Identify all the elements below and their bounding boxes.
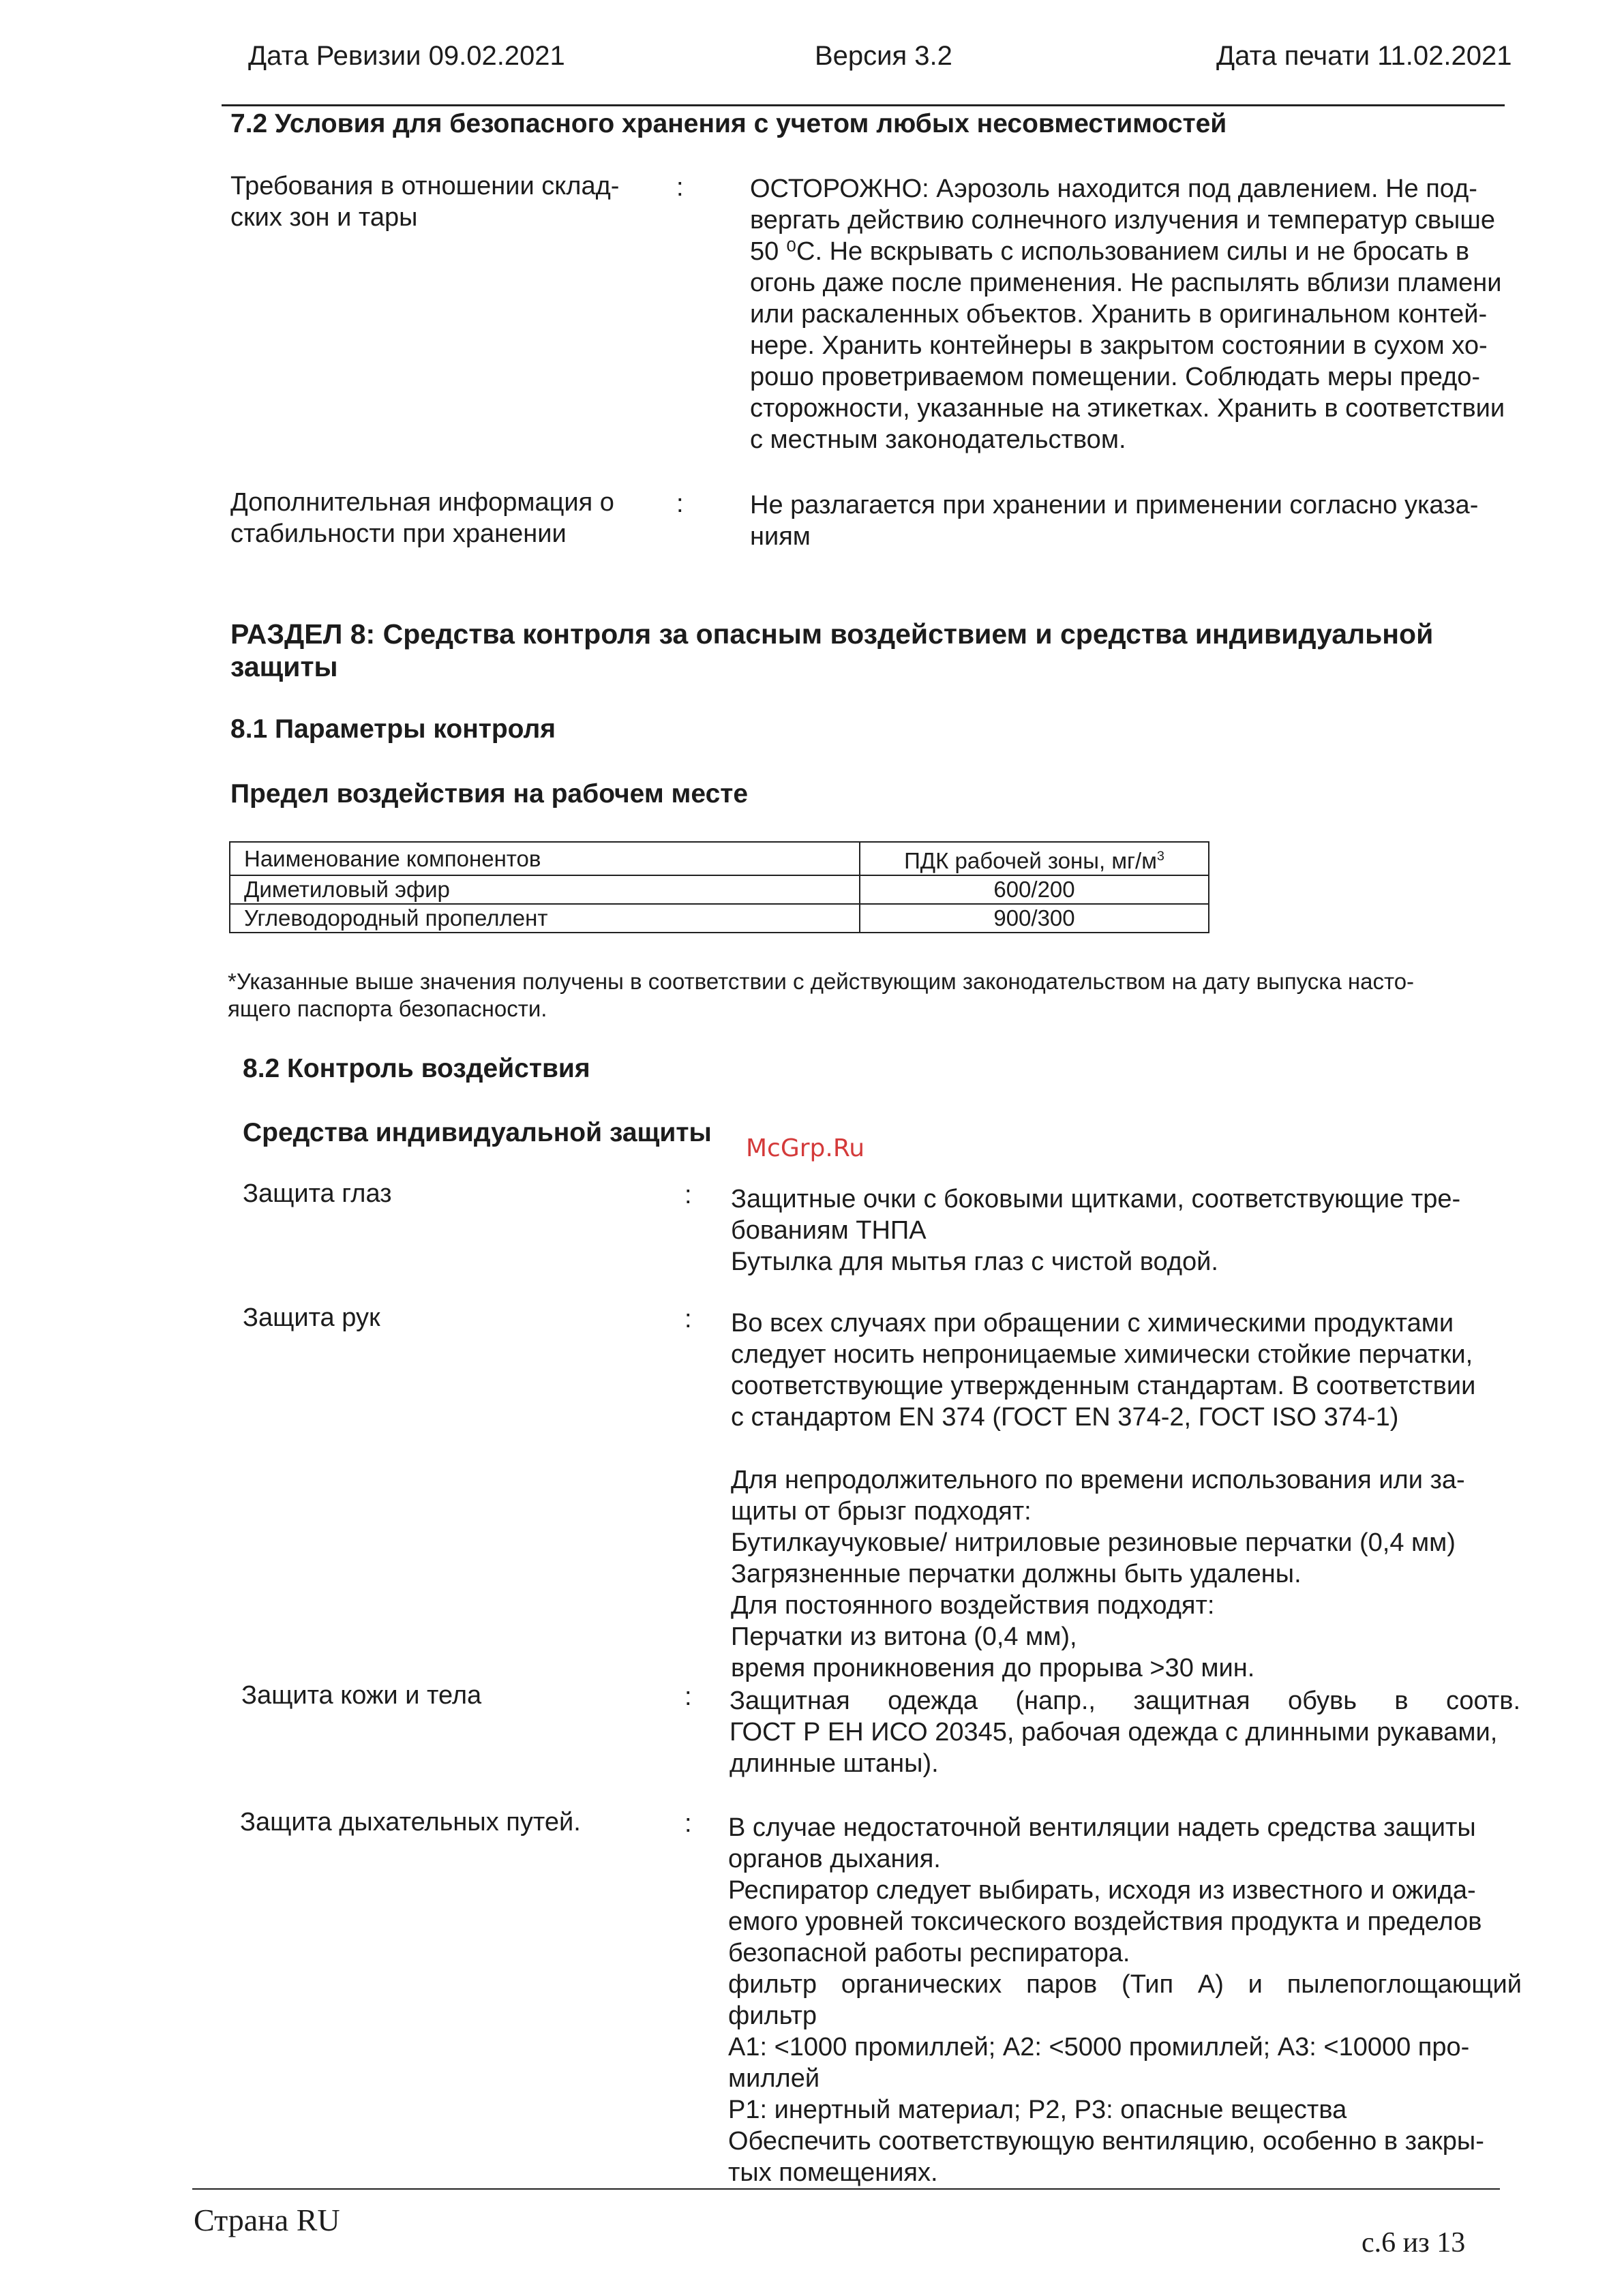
value-line: миллей <box>728 2064 820 2093</box>
footer-country: Страна RU <box>194 2203 340 2237</box>
value-line: Защитная одежда (напр., защитная обувь в соотв. <box>730 1687 1520 1715</box>
value-line: следует носить непроницаемые химически стойкие перчатки, <box>731 1340 1473 1369</box>
title-line: РАЗДЕЛ 8: Средства контроля за опасным воздействием и средства индивидуальной <box>230 618 1434 650</box>
value-line: бованиям ТНПА <box>731 1216 927 1245</box>
table-header-cell <box>860 842 1209 875</box>
value-line: ОСТОРОЖНО: Аэрозоль находится под давлением. Не под- <box>750 175 1477 203</box>
value-line: Перчатки из витона (0,4 мм), <box>731 1622 1077 1651</box>
value-line: соответствующие утвержденным стандартам. В соответствии <box>731 1372 1476 1400</box>
section-8-title <box>230 618 1433 683</box>
colon: : <box>685 1809 692 1838</box>
header-superscript: 3 <box>1156 849 1164 864</box>
footer-page-number: с.6 из 13 <box>1362 2227 1466 2259</box>
header-rule <box>222 104 1505 106</box>
value-line: Во всех случаях при обращении с химическими продуктами <box>731 1309 1454 1338</box>
storage-requirements-label <box>230 170 619 233</box>
table-header-row <box>230 842 1209 875</box>
label-line: ских зон и тары <box>230 203 418 232</box>
value-line: ГОСТ Р ЕН ИСО 20345, рабочая одежда с длинными рукавами, <box>730 1718 1498 1747</box>
footer-rule <box>192 2188 1500 2190</box>
label-line: стабильности при хранении <box>230 519 567 548</box>
eye-protection-value <box>731 1183 1519 1278</box>
table-cell: Диметиловый эфир <box>230 875 860 904</box>
colon: : <box>685 1682 692 1711</box>
label-line: Дополнительная информация о <box>230 488 614 517</box>
hand-protection-value-2 <box>731 1464 1522 1684</box>
value-line: фильтр органических паров (Тип А) и пылепоглощающий <box>728 1970 1522 1999</box>
value-line: Для постоянного воздействия подходят: <box>731 1591 1215 1620</box>
section-8-1-title: 8.1 Параметры контроля <box>230 714 556 744</box>
version: Версия 3.2 <box>815 41 952 71</box>
stability-info-label <box>230 487 614 549</box>
value-line: Загрязненные перчатки должны быть удалены. <box>731 1560 1302 1588</box>
value-line: фильтр <box>728 2002 817 2030</box>
section-7-2-title: 7.2 Условия для безопасного хранения с учетом любых несовместимостей <box>230 109 1227 138</box>
value-line: рошо проветриваемом помещении. Соблюдать меры предо- <box>750 363 1481 391</box>
stability-info-value <box>750 489 1533 552</box>
value-line: нере. Хранить контейнеры в закрытом состоянии в сухом хо- <box>750 331 1488 360</box>
storage-requirements-value <box>750 173 1533 455</box>
value-line: длинные штаны). <box>730 1749 939 1778</box>
value-line: Р1: инертный материал; Р2, Р3: опасные вещества <box>728 2096 1347 2124</box>
value-line: Респиратор следует выбирать, исходя из известного и ожида- <box>728 1876 1476 1905</box>
skin-protection-label: Защита кожи и тела <box>241 1681 482 1710</box>
table-row <box>230 875 1209 904</box>
watermark: McGrp.Ru <box>746 1134 865 1162</box>
label-line: Требования в отношении склад- <box>230 172 620 200</box>
value-line: органов дыхания. <box>728 1845 941 1873</box>
value-line: вергать действию солнечного излучения и температур свыше <box>750 206 1495 235</box>
table-cell: 900/300 <box>860 904 1209 933</box>
value-line: В случае недостаточной вентиляции надеть средства защиты <box>728 1813 1476 1842</box>
ppe-heading: Средства индивидуальной защиты <box>243 1118 712 1147</box>
legislation-note <box>228 968 1523 1023</box>
value-line: время проникновения до прорыва >30 мин. <box>731 1654 1255 1682</box>
table-row <box>230 904 1209 933</box>
value-line: А1: <1000 промиллей; А2: <5000 промиллей; А3: <10000 про- <box>728 2033 1470 2061</box>
value-line: с стандартом EN 374 (ГОСТ EN 374-2, ГОСТ ISO 374-1) <box>731 1403 1399 1432</box>
value-line: безопасной работы респиратора. <box>728 1939 1130 1967</box>
value-line: Бутилкаучуковые/ нитриловые резиновые перчатки (0,4 мм) <box>731 1528 1456 1557</box>
value-line: Не разлагается при хранении и применении согласно указа- <box>750 491 1479 519</box>
section-8-2-title: 8.2 Контроль воздействия <box>243 1054 590 1083</box>
value-line: Для непродолжительного по времени использования или за- <box>731 1466 1465 1494</box>
note-line: ящего паспорта безопасности. <box>228 996 547 1021</box>
respiratory-protection-value <box>728 1812 1522 2188</box>
title-line: защиты <box>230 651 338 682</box>
hand-protection-label: Защита рук <box>243 1303 380 1332</box>
note-line: *Указанные выше значения получены в соответствии с действующим законодательством на дату выпуска насто- <box>228 969 1415 994</box>
revision-date: Дата Ревизии 09.02.2021 <box>248 41 565 71</box>
eye-protection-label: Защита глаз <box>243 1179 392 1208</box>
header-text: ПДК рабочей зоны, мг/м <box>904 848 1157 873</box>
value-line: сторожности, указанные на этикетках. Хранить в соответствии <box>750 394 1505 423</box>
table-cell: Углеводородный пропеллент <box>230 904 860 933</box>
table-cell: 600/200 <box>860 875 1209 904</box>
print-date: Дата печати 11.02.2021 <box>1216 41 1512 71</box>
value-line: тых помещениях. <box>728 2158 938 2187</box>
value-line: с местным законодательством. <box>750 425 1126 454</box>
value-line: 50 ⁰С. Не вскрывать с использованием силы и не бросать в <box>750 237 1470 266</box>
table-header-cell: Наименование компонентов <box>230 842 860 875</box>
value-line: или раскаленных объектов. Хранить в оригинальном контей- <box>750 300 1488 329</box>
value-line: Бутылка для мытья глаз с чистой водой. <box>731 1248 1218 1276</box>
skin-protection-value <box>730 1685 1520 1779</box>
colon: : <box>676 489 684 518</box>
value-line: Обеспечить соответствующую вентиляцию, особенно в закры- <box>728 2127 1484 2156</box>
hand-protection-value <box>731 1308 1522 1433</box>
workplace-limits-heading: Предел воздействия на рабочем месте <box>230 779 749 809</box>
value-line: емого уровней токсического воздействия продукта и пределов <box>728 1907 1482 1936</box>
value-line: ниям <box>750 522 811 551</box>
value-line: щиты от брызг подходят: <box>731 1497 1032 1526</box>
exposure-limits-table <box>229 841 1209 933</box>
colon: : <box>676 173 684 202</box>
value-line: Защитные очки с боковыми щитками, соответствующие тре- <box>731 1185 1461 1213</box>
colon: : <box>685 1181 692 1209</box>
respiratory-protection-label: Защита дыхательных путей. <box>240 1808 581 1837</box>
colon: : <box>685 1305 692 1333</box>
value-line: огонь даже после применения. Не распылять вблизи пламени <box>750 269 1502 297</box>
